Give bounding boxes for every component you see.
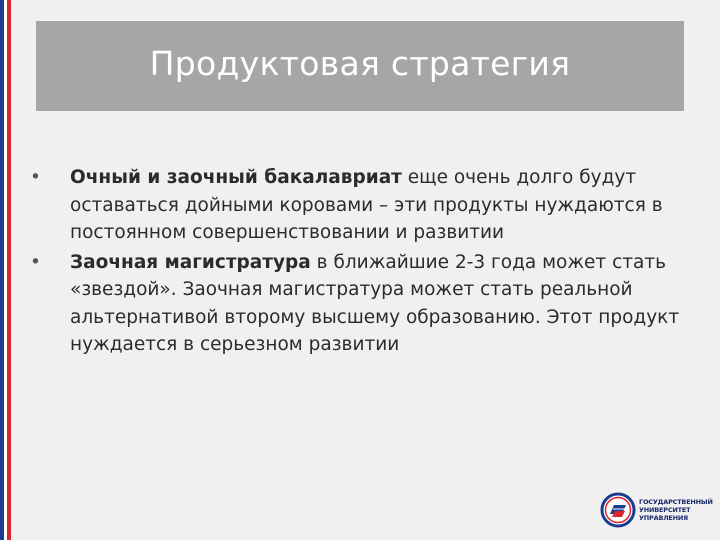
bullet-item	[30, 164, 680, 247]
bullet-list	[30, 164, 680, 361]
logo-line: УНИВЕРСИТЕТ	[639, 506, 691, 514]
slide-title: Продуктовая стратегия	[149, 43, 571, 83]
left-stripe-red	[7, 0, 11, 540]
title-bar	[36, 21, 684, 111]
university-logo	[600, 491, 713, 529]
bullet-item	[30, 249, 680, 359]
logo-line: УПРАВЛЕНИЯ	[639, 514, 688, 522]
bullet-text: еще очень долго будут оставаться дойными коровами – эти продукты нуждаются в постоянном совершенствовании и развитии	[70, 167, 663, 243]
bullet-icon: •	[30, 167, 41, 188]
bullet-icon: •	[30, 251, 41, 273]
logo-line: ГОСУДАРСТВЕННЫЙ	[639, 498, 713, 506]
logo-text	[639, 498, 713, 522]
bullet-text: в ближайшие 2-3 года может стать «звездой». Заочная магистратура может стать реальной альтернативой второму высшему образованию. Этот продукт нуждается в серьезном развитии	[70, 251, 680, 355]
bullet-bold-text: Заочная магистратура	[70, 251, 311, 273]
bullet-bold-text: Очный и заочный бакалавриат	[70, 167, 402, 188]
university-emblem-icon	[600, 492, 636, 528]
